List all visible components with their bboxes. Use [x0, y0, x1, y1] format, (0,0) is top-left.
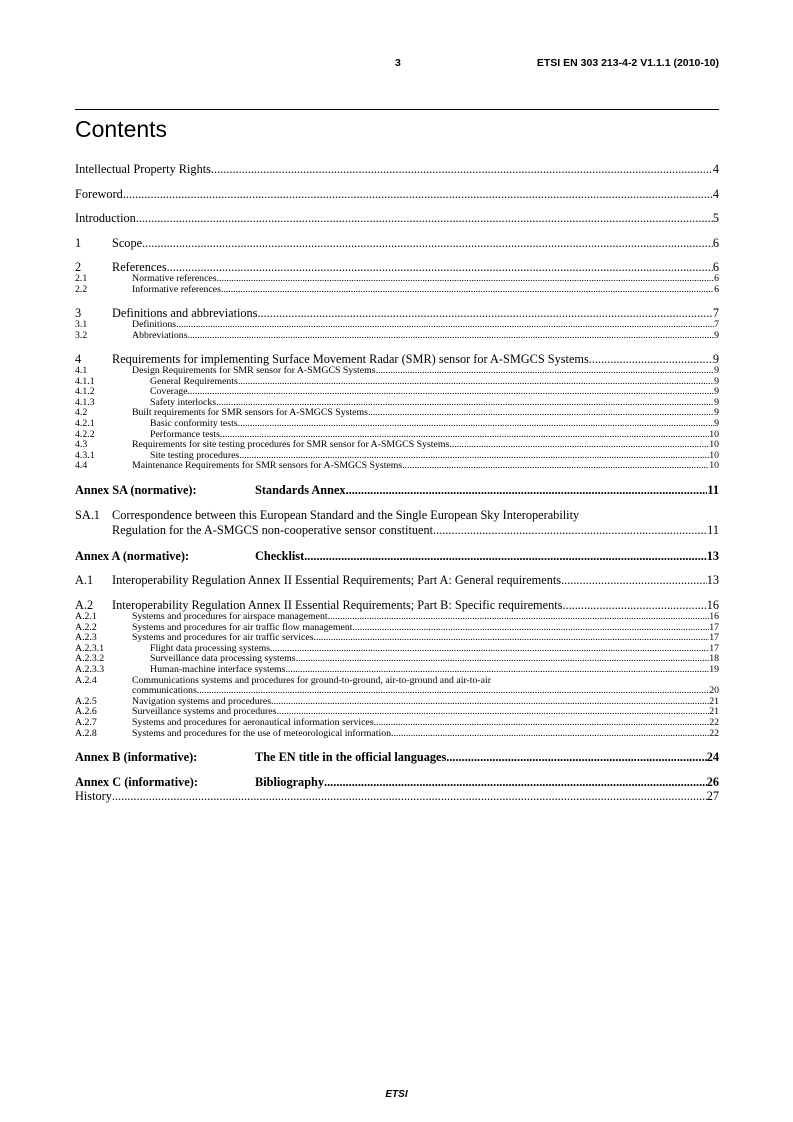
- toc-entry-page: 17: [709, 622, 719, 633]
- toc-dot-leader: [314, 633, 710, 644]
- toc-entry-number: A.2.4: [75, 674, 97, 686]
- toc-entry-title: Introduction: [75, 211, 136, 226]
- toc-dot-leader: [561, 573, 707, 587]
- toc-entry-title: Systems and procedures for aeronautical information services: [132, 718, 374, 728]
- toc-entry-page: 24: [706, 750, 719, 765]
- toc-entry-page: 9: [712, 351, 719, 366]
- toc-entry-page: 13: [706, 573, 719, 588]
- toc-dot-leader: [123, 187, 713, 201]
- toc-dot-leader: [136, 211, 713, 225]
- page-header: [75, 57, 719, 77]
- toc-dot-leader: [589, 352, 713, 366]
- toc-entry[interactable]: [75, 274, 719, 285]
- toc-entry-number: SA.1: [75, 507, 100, 522]
- toc-entry-page: 9: [714, 418, 719, 429]
- toc-entry-title: Systems and procedures for the use of meteorological information: [132, 728, 392, 739]
- toc-dot-leader: [276, 707, 709, 718]
- toc-entry[interactable]: [75, 162, 719, 176]
- toc-entry-title: Informative references: [132, 284, 221, 295]
- toc-dot-leader: [433, 523, 707, 538]
- toc-entry[interactable]: [75, 461, 719, 472]
- toc-entry-page: 6: [712, 260, 719, 275]
- toc-dot-leader: [449, 440, 709, 451]
- toc-dot-leader: [402, 461, 709, 472]
- toc-entry-page: 6: [714, 284, 719, 295]
- toc-entry-title: Systems and procedures for airspace management: [132, 612, 328, 623]
- toc-entry-number: Annex B (informative):: [75, 750, 198, 765]
- toc-entry[interactable]: [75, 508, 719, 538]
- toc-entry-page: 9: [714, 365, 719, 376]
- toc-dot-leader: [391, 729, 709, 740]
- toc-entry[interactable]: [75, 750, 719, 764]
- toc-entry-number: A.2.5: [75, 696, 97, 707]
- toc-entry-page: 5: [712, 211, 719, 226]
- toc-entry-number: A.2.6: [75, 707, 97, 718]
- toc-entry-page: 9: [714, 330, 719, 341]
- toc-entry-number: A.1: [75, 573, 94, 588]
- toc-entry[interactable]: [75, 707, 719, 718]
- toc-dot-leader: [197, 686, 709, 697]
- toc-dot-leader: [238, 377, 714, 388]
- toc-dot-leader: [217, 274, 715, 285]
- toc-entry-page: 11: [707, 482, 719, 497]
- toc-entry[interactable]: [75, 789, 719, 803]
- toc-dot-leader: [446, 750, 706, 764]
- toc-entry-page: 9: [714, 387, 719, 398]
- toc-entry-page: 10: [709, 440, 719, 451]
- toc-entry-number: 4.1.3: [75, 397, 95, 408]
- toc-dot-leader: [220, 430, 709, 441]
- footer-logo-text: ETSI: [385, 1089, 408, 1100]
- toc-entry[interactable]: [75, 331, 719, 342]
- toc-dot-leader: [328, 612, 710, 623]
- toc-entry[interactable]: [75, 352, 719, 366]
- toc-dot-leader: [239, 451, 709, 462]
- toc-entry-page: 16: [706, 598, 719, 613]
- toc-entry[interactable]: [75, 598, 719, 612]
- toc-entry-title: Checklist: [255, 548, 305, 563]
- toc-dot-leader: [221, 285, 714, 296]
- toc-entry-number: 3: [75, 306, 82, 321]
- toc-entry[interactable]: [75, 440, 719, 451]
- contents-title: Contents: [75, 116, 168, 142]
- toc-entry[interactable]: [75, 665, 719, 676]
- toc-entry[interactable]: [75, 306, 719, 320]
- toc-entry-number: A.2.3.2: [75, 654, 105, 665]
- toc-entry[interactable]: [75, 654, 719, 665]
- toc-entry-title: Design Requirements for SMR sensor for A-SMGCS Systems: [132, 365, 376, 376]
- toc-entry[interactable]: [75, 623, 719, 634]
- table-of-contents: [75, 162, 719, 803]
- toc-dot-leader: [112, 789, 707, 803]
- document-id: ETSI EN 303 213-4-2 V1.1.1 (2010-10): [536, 57, 719, 69]
- toc-entry[interactable]: [75, 285, 719, 296]
- toc-entry-line: [75, 676, 719, 687]
- toc-entry-title: Bibliography: [255, 775, 325, 790]
- toc-entry-title: History: [75, 789, 112, 804]
- toc-entry[interactable]: [75, 408, 719, 419]
- toc-entry-page: 17: [709, 643, 719, 654]
- toc-entry[interactable]: [75, 633, 719, 644]
- toc-entry-page: 21: [709, 707, 719, 718]
- toc-entry-page: 6: [714, 274, 719, 285]
- toc-entry-number: A.2.3: [75, 633, 97, 644]
- toc-entry-number: 4.1: [75, 365, 88, 376]
- toc-entry[interactable]: [75, 387, 719, 398]
- toc-entry[interactable]: [75, 419, 719, 430]
- toc-entry-title: Maintenance Requirements for SMR sensors for A-SMGCS Systems: [132, 461, 403, 472]
- toc-dot-leader: [257, 306, 712, 320]
- toc-entry[interactable]: [75, 718, 719, 729]
- toc-entry-number: A.2.8: [75, 728, 97, 739]
- toc-entry-page: 19: [709, 665, 719, 676]
- header-divider: [75, 109, 719, 110]
- toc-dot-leader: [374, 718, 710, 729]
- toc-entry-title: Site testing procedures: [150, 450, 240, 461]
- toc-entry-title: Safety interlocks: [150, 397, 217, 408]
- toc-entry[interactable]: [75, 430, 719, 441]
- toc-entry-number: 3.1: [75, 320, 88, 331]
- toc-entry-number: A.2.7: [75, 718, 97, 728]
- toc-entry-title: Interoperability Regulation Annex II Essential Requirements; Part B: Specific requirements: [112, 598, 563, 613]
- page-number: 3: [395, 57, 401, 69]
- toc-dot-leader: [238, 419, 714, 430]
- toc-entry-number: 4.4: [75, 461, 88, 472]
- toc-entry-number: 4.2.2: [75, 429, 95, 440]
- toc-dot-leader: [271, 697, 709, 708]
- toc-dot-leader: [376, 366, 715, 377]
- toc-entry[interactable]: [75, 377, 719, 388]
- toc-entry-title: Coverage: [150, 387, 188, 398]
- toc-entry-page: 21: [709, 696, 719, 707]
- toc-entry[interactable]: [75, 644, 719, 655]
- toc-entry-title: Scope: [112, 235, 143, 250]
- toc-entry-number: A.2.2: [75, 622, 97, 633]
- toc-entry-page: 27: [706, 789, 719, 804]
- toc-entry-page: 7: [714, 320, 719, 331]
- toc-entry[interactable]: [75, 549, 719, 563]
- toc-entry-number: 4.3.1: [75, 450, 95, 461]
- toc-entry[interactable]: [75, 676, 719, 697]
- toc-entry-number: A.2: [75, 598, 94, 613]
- toc-entry-title: Requirements for implementing Surface Movement Radar (SMR) sensor for A-SMGCS Systems: [112, 351, 589, 366]
- toc-dot-leader: [270, 644, 709, 655]
- toc-dot-leader: [142, 236, 713, 250]
- toc-entry[interactable]: [75, 729, 719, 740]
- toc-dot-leader: [167, 260, 713, 274]
- toc-entry-line: [75, 686, 719, 697]
- toc-entry-title: Interoperability Regulation Annex II Essential Requirements; Part A: General requirements: [112, 573, 562, 588]
- toc-entry-number: 4.2.1: [75, 418, 95, 429]
- toc-entry-title: Surveillance data processing systems: [150, 654, 296, 665]
- toc-entry[interactable]: [75, 697, 719, 708]
- toc-entry-number: 2: [75, 260, 82, 275]
- toc-entry-page: 22: [709, 718, 719, 728]
- toc-dot-leader: [176, 320, 714, 331]
- toc-entry-number: Annex C (informative):: [75, 775, 198, 790]
- toc-entry-title: Correspondence between this European Standard and the Single European Sky Interoperability: [112, 507, 580, 522]
- toc-entry-line: [75, 523, 719, 538]
- toc-entry-title: Foreword: [75, 186, 123, 201]
- toc-entry-page: 26: [706, 775, 719, 790]
- toc-entry-page: 10: [709, 461, 719, 472]
- toc-entry-number: 4.1.2: [75, 387, 95, 398]
- toc-entry-page: 22: [709, 728, 719, 739]
- toc-entry-line: [75, 508, 719, 523]
- toc-entry-page: 9: [714, 397, 719, 408]
- toc-dot-leader: [188, 331, 715, 342]
- toc-dot-leader: [368, 408, 714, 419]
- toc-entry-page: 18: [709, 654, 719, 665]
- toc-entry-number: 4.2: [75, 408, 88, 419]
- toc-entry-number: 4.1.1: [75, 376, 95, 387]
- toc-entry-title: Basic conformity tests: [150, 418, 238, 429]
- toc-dot-leader: [216, 398, 714, 409]
- toc-entry-number: A.2.3.1: [75, 643, 105, 654]
- toc-entry-title: Definitions and abbreviations: [112, 306, 258, 321]
- toc-entry[interactable]: [75, 573, 719, 587]
- toc-dot-leader: [352, 623, 709, 634]
- toc-entry-page: 7: [712, 306, 719, 321]
- toc-entry-title: Performance tests: [150, 429, 220, 440]
- toc-entry-number: A.2.3.3: [75, 665, 105, 676]
- toc-entry-number: A.2.1: [75, 612, 97, 623]
- toc-entry-page: 17: [709, 633, 719, 644]
- toc-entry-title: Human-machine interface systems: [150, 665, 286, 676]
- toc-entry-number: 4: [75, 351, 82, 366]
- toc-entry-title: Standards Annex: [255, 482, 346, 497]
- toc-entry[interactable]: [75, 398, 719, 409]
- toc-entry[interactable]: [75, 211, 719, 225]
- toc-dot-leader: [211, 162, 713, 176]
- toc-entry-title: Built requirements for SMR sensors for A-SMGCS Systems: [132, 408, 368, 419]
- toc-entry-title: General Requirements: [150, 376, 238, 387]
- toc-entry-title: Surveillance systems and procedures: [132, 707, 277, 718]
- toc-entry-number: 2.1: [75, 274, 88, 285]
- toc-entry[interactable]: [75, 187, 719, 201]
- toc-dot-leader: [304, 549, 707, 563]
- toc-entry-page: 9: [714, 376, 719, 387]
- toc-entry-title-continued: communications: [132, 686, 197, 697]
- toc-entry-page: 9: [714, 408, 719, 419]
- toc-entry[interactable]: [75, 451, 719, 462]
- toc-entry-number: Annex SA (normative):: [75, 482, 197, 497]
- toc-entry-title: Definitions: [132, 320, 177, 331]
- toc-entry-page: 20: [709, 686, 719, 697]
- toc-dot-leader: [562, 598, 706, 612]
- toc-entry-page: 6: [712, 235, 719, 250]
- toc-entry-title: Systems and procedures for air traffic services: [132, 633, 314, 644]
- toc-entry-title: References: [112, 260, 167, 275]
- toc-dot-leader: [346, 483, 708, 497]
- toc-dot-leader: [188, 387, 715, 398]
- toc-entry-number: 1: [75, 235, 82, 250]
- toc-dot-leader: [324, 775, 707, 789]
- toc-entry-title: Normative references: [132, 274, 217, 285]
- toc-entry-title: Communications systems and procedures for ground-to-ground, air-to-ground and air-to-air: [132, 674, 492, 686]
- toc-entry-title: The EN title in the official languages: [255, 750, 447, 765]
- toc-dot-leader: [296, 654, 710, 665]
- toc-entry[interactable]: [75, 483, 719, 497]
- toc-entry-page: 4: [712, 162, 719, 176]
- toc-entry[interactable]: [75, 260, 719, 274]
- toc-entry-title: Navigation systems and procedures: [132, 696, 272, 707]
- toc-entry-title: Requirements for site testing procedures for SMR sensor for A-SMGCS Systems: [132, 440, 450, 451]
- toc-entry-page: 13: [706, 548, 719, 563]
- toc-entry-title: Abbreviations: [132, 330, 188, 341]
- toc-entry[interactable]: [75, 236, 719, 250]
- toc-entry-page: 10: [709, 429, 719, 440]
- toc-entry[interactable]: [75, 320, 719, 331]
- toc-entry[interactable]: [75, 366, 719, 377]
- toc-entry[interactable]: [75, 775, 719, 789]
- toc-entry-page: 4: [712, 186, 719, 201]
- toc-dot-leader: [285, 665, 709, 676]
- toc-entry-page: 16: [709, 612, 719, 623]
- toc-entry-page: 10: [709, 450, 719, 461]
- toc-entry-number: 4.3: [75, 440, 88, 451]
- toc-entry[interactable]: [75, 612, 719, 623]
- toc-entry-title: Intellectual Property Rights: [75, 162, 211, 176]
- toc-entry-title: Systems and procedures for air traffic flow management: [132, 622, 353, 633]
- toc-entry-title: Flight data processing systems: [150, 643, 271, 654]
- toc-entry-title-continued: Regulation for the A-SMGCS non-cooperative sensor constituent: [112, 522, 434, 537]
- toc-entry-number: 3.2: [75, 330, 88, 341]
- toc-entry-number: 2.2: [75, 284, 88, 295]
- toc-entry-page: 11: [707, 522, 719, 537]
- toc-entry-number: Annex A (normative):: [75, 548, 190, 563]
